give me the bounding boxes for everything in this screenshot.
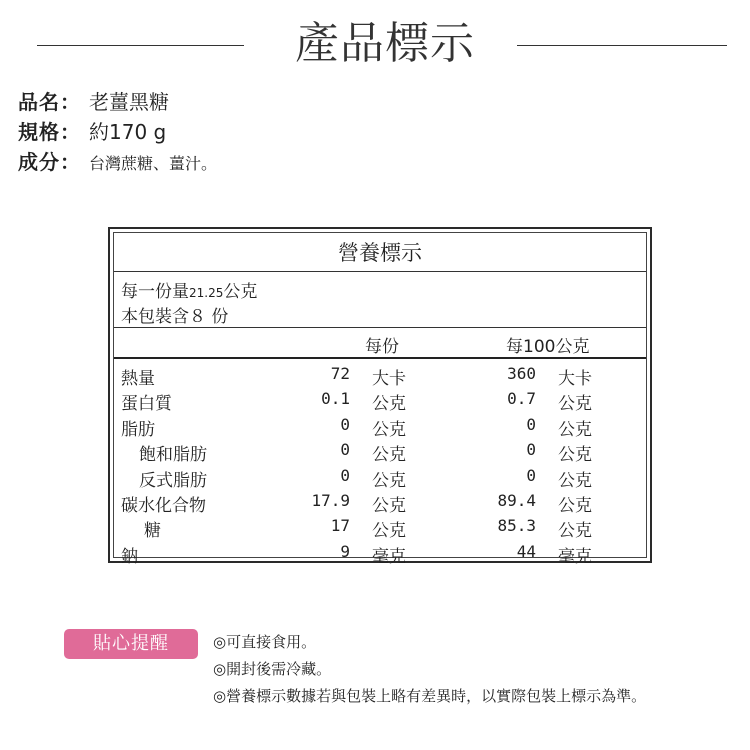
value-per-100g: 85.3	[497, 516, 536, 536]
unit-per-100g: 毫克	[558, 546, 592, 567]
unit-per-serving: 公克	[372, 521, 406, 542]
value-per-serving: 72	[330, 364, 350, 383]
nutrition-row	[114, 491, 646, 516]
unit-per-100g: 公克	[558, 470, 592, 491]
serving-prefix: 每一份量	[121, 282, 189, 302]
product-spec-row	[18, 116, 538, 146]
reminder-note: ◎可直接食用。	[213, 633, 317, 651]
reminder-note: ◎營養標示數據若與包裝上略有差異時，以實際包裝上標示為準。	[213, 687, 647, 705]
unit-per-100g: 公克	[558, 445, 592, 466]
unit-per-serving: 毫克	[372, 546, 406, 567]
value-per-100g: 0	[526, 465, 536, 485]
nutrition-row	[114, 516, 646, 541]
nutrient-name: 碳水化合物	[121, 496, 206, 516]
nutrient-name: 蛋白質	[121, 394, 172, 415]
nutrition-row	[114, 440, 646, 465]
unit-per-100g: 公克	[558, 419, 592, 440]
value-per-serving: 0.1	[321, 389, 350, 409]
nutrient-name: 反式脂肪	[139, 470, 207, 491]
nutrient-name: 脂肪	[121, 419, 155, 440]
value-per-serving: 0	[340, 440, 350, 460]
value-per-100g: 0	[526, 414, 536, 434]
col-per-100g: 每100公克	[506, 337, 590, 357]
product-ingredients-value: 台灣蔗糖、薑汁。	[89, 154, 218, 173]
reminder-badge: 貼心提醒	[64, 629, 198, 659]
product-name-label: 品名：	[18, 90, 81, 114]
nutrient-name: 飽和脂肪	[139, 445, 207, 466]
product-name-value: 老薑黑糖	[89, 90, 169, 114]
value-per-serving: 0	[340, 465, 350, 485]
nutrition-table-inner	[113, 232, 647, 567]
unit-per-serving: 公克	[372, 445, 406, 466]
page-header	[37, 14, 727, 74]
package-servings: 本包裝含８ 份	[121, 307, 229, 327]
unit-per-100g: 公克	[558, 496, 592, 516]
serving-amount: 21.25	[189, 286, 224, 300]
product-ingredients-row	[18, 146, 538, 176]
serving-size	[121, 277, 257, 302]
nutrient-name: 熱量	[121, 369, 155, 389]
unit-per-serving: 公克	[372, 470, 406, 491]
value-per-100g: 44	[516, 541, 536, 561]
nutrition-row	[114, 389, 646, 414]
nutrition-row	[114, 542, 646, 567]
reminder-notes	[213, 632, 733, 713]
value-per-serving: 17.9	[311, 491, 350, 510]
value-per-100g: 360	[507, 364, 536, 383]
header-rule-left	[37, 45, 244, 46]
header-rule-right	[517, 45, 727, 46]
nutrition-title: 營養標示	[338, 241, 422, 265]
unit-per-serving: 公克	[372, 496, 406, 516]
reminder-note: ◎開封後需冷藏。	[213, 660, 332, 678]
unit-per-100g: 公克	[558, 521, 592, 542]
unit-per-serving: 公克	[372, 419, 406, 440]
value-per-100g: 0.7	[507, 389, 536, 409]
unit-per-100g: 公克	[558, 394, 592, 415]
nutrition-table	[108, 227, 652, 567]
unit-per-100g: 大卡	[558, 369, 592, 389]
product-spec-label: 規格：	[18, 120, 81, 144]
product-info	[18, 86, 538, 176]
serving-unit: 公克	[223, 282, 258, 302]
page-title: 產品標示	[295, 18, 475, 69]
nutrition-row	[114, 415, 646, 440]
product-spec-value: 約170 g	[89, 120, 167, 144]
value-per-serving: 9	[340, 541, 350, 561]
value-per-serving: 0	[340, 414, 350, 434]
nutrient-name: 糖	[144, 521, 161, 542]
col-per-serving: 每份	[365, 337, 399, 357]
product-ingredients-label: 成分：	[18, 150, 81, 174]
nutrition-row	[114, 364, 646, 389]
nutrition-row	[114, 466, 646, 491]
divider	[114, 327, 646, 328]
value-per-100g: 0	[526, 440, 536, 460]
divider	[114, 271, 646, 272]
unit-per-serving: 公克	[372, 394, 406, 415]
value-per-serving: 17	[330, 516, 350, 536]
nutrient-name: 鈉	[121, 546, 138, 567]
value-per-100g: 89.4	[497, 491, 536, 510]
divider	[114, 357, 646, 359]
unit-per-serving: 大卡	[372, 369, 406, 389]
product-name-row	[18, 86, 538, 116]
